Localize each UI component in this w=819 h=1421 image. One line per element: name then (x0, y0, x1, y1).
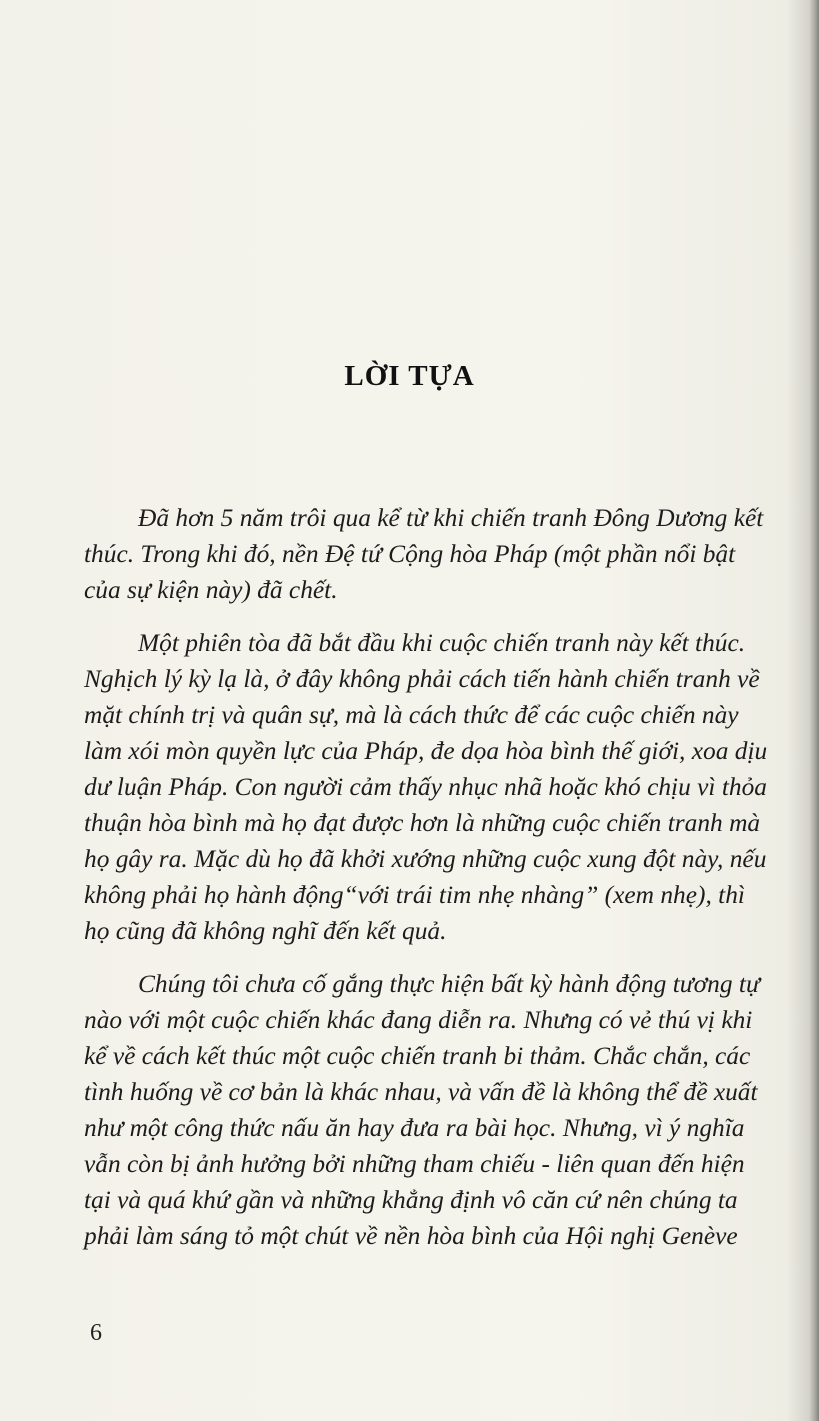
text-line: tình huống về cơ bản là khác nhau, và vấn đề là không thể đề xuất (84, 1078, 758, 1106)
text-line: của sự kiện này) đã chết. (84, 576, 338, 604)
text-line: thuận hòa bình mà họ đạt được hơn là những cuộc chiến tranh mà (84, 809, 761, 837)
preface-body (84, 500, 814, 1271)
text-line: vẫn còn bị ảnh hưởng bởi những tham chiếu - liên quan đến hiện (84, 1150, 745, 1178)
text-line: như một công thức nấu ăn hay đưa ra bài học. Nhưng, vì ý nghĩa (84, 1114, 745, 1142)
text-line: Chúng tôi chưa cố gắng thực hiện bất kỳ hành động tương tự (138, 970, 760, 998)
text-line: thúc. Trong khi đó, nền Đệ tứ Cộng hòa Pháp (một phần nổi bật (84, 540, 736, 568)
text-line: mặt chính trị và quân sự, mà là cách thức để các cuộc chiến này (84, 701, 739, 729)
text-line: kể về cách kết thúc một cuộc chiến tranh bi thảm. Chắc chắn, các (84, 1042, 751, 1070)
text-line: Một phiên tòa đã bắt đầu khi cuộc chiến tranh này kết thúc. (138, 629, 746, 657)
text-line: họ cũng đã không nghĩ đến kết quả. (84, 917, 447, 945)
chapter-heading: LỜI TỰA (344, 360, 475, 392)
paragraph-1 (84, 500, 814, 608)
text-line: tại và quá khứ gần và những khẳng định vô căn cứ nên chúng ta (84, 1186, 738, 1214)
paragraph-2 (84, 625, 814, 949)
text-line: phải làm sáng tỏ một chút về nền hòa bình của Hội nghị Genève (84, 1222, 738, 1250)
paragraph-3 (84, 966, 814, 1254)
page-number: 6 (90, 1320, 102, 1346)
text-line: không phải họ hành động“với trái tim nhẹ nhàng” (xem nhẹ), thì (84, 881, 745, 909)
text-line: họ gây ra. Mặc dù họ đã khởi xướng những cuộc xung đột này, nếu (84, 845, 767, 873)
text-line: Đã hơn 5 năm trôi qua kể từ khi chiến tranh Đông Dương kết (138, 504, 764, 532)
text-line: nào với một cuộc chiến khác đang diễn ra. Nhưng có vẻ thú vị khi (84, 1006, 753, 1034)
text-line: dư luận Pháp. Con người cảm thấy nhục nhã hoặc khó chịu vì thỏa (84, 773, 767, 801)
text-line: làm xói mòn quyền lực của Pháp, đe dọa hòa bình thế giới, xoa dịu (84, 737, 768, 765)
text-line: Nghịch lý kỳ lạ là, ở đây không phải cách tiến hành chiến tranh về (84, 665, 760, 693)
